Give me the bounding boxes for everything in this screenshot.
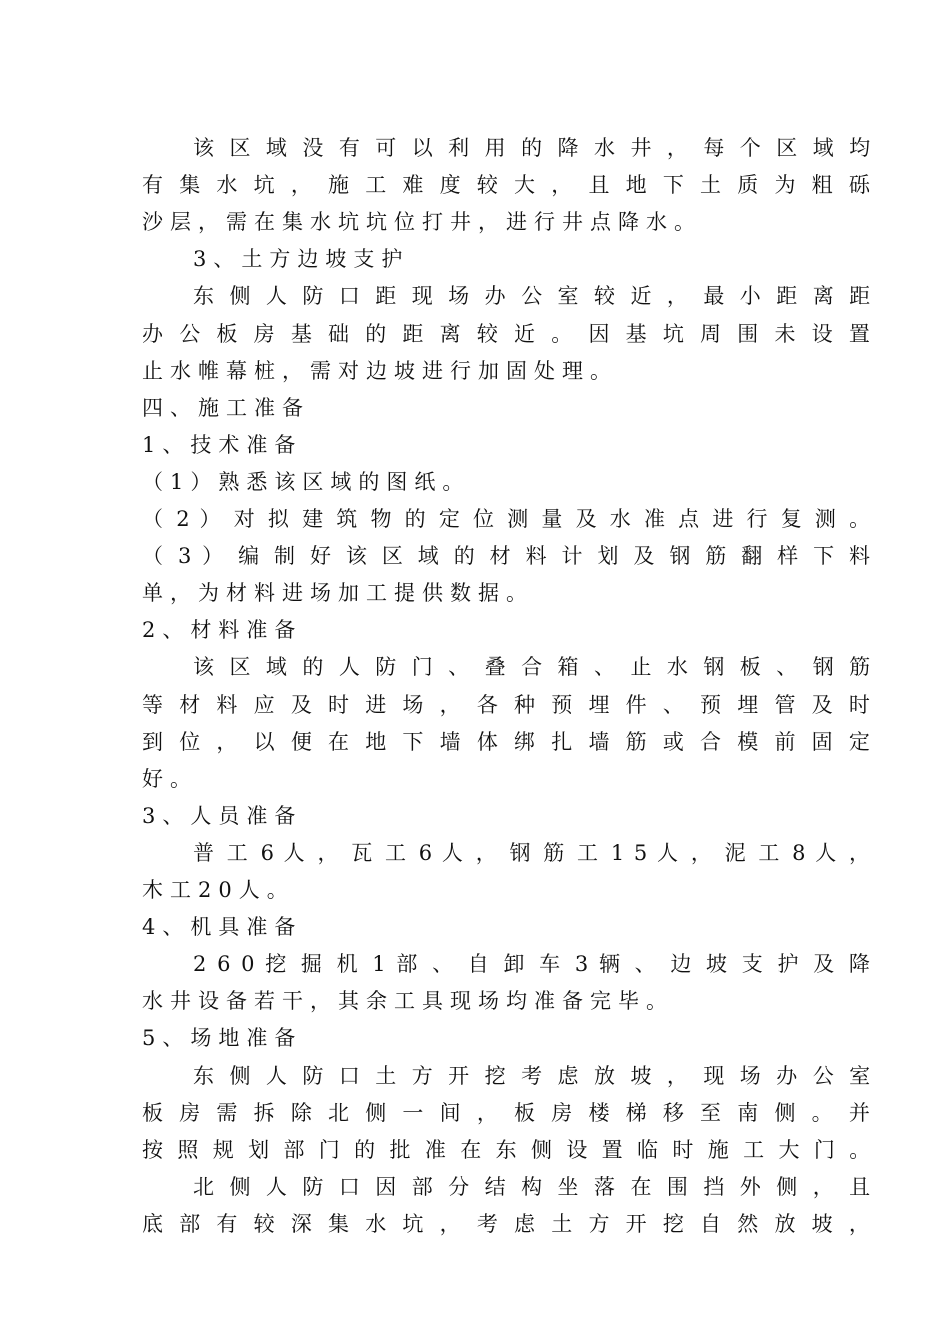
text-line: （1）熟悉该区域的图纸。 <box>142 470 471 494</box>
text-line: （ 3 ） 编 制 好 该 区 域 的 材 料 计 划 及 钢 筋 翻 样 下 料 <box>142 544 870 568</box>
text-line: 该 区 域 没 有 可 以 利 用 的 降 水 井 ， 每 个 区 域 均 <box>193 136 870 160</box>
text-line: 到 位 ， 以 便 在 地 下 墙 体 绑 扎 墙 筋 或 合 模 前 固 定 <box>142 730 870 754</box>
text-line: 该 区 域 的 人 防 门 、 叠 合 箱 、 止 水 钢 板 、 钢 筋 <box>193 655 870 679</box>
text-line: 单，为材料进场加工提供数据。 <box>142 581 534 605</box>
text-line: 普 工 6 人 ， 瓦 工 6 人 ， 钢 筋 工 1 5 人 ， 泥 工 8 人 ， <box>193 841 870 865</box>
text-line: 2 6 0 挖 掘 机 1 部 、 自 卸 车 3 辆 、 边 坡 支 护 及 降 <box>193 952 870 976</box>
text-line: 沙层，需在集水坑坑位打井，进行井点降水。 <box>142 210 702 234</box>
text-line: 止水帷幕桩，需对边坡进行加固处理。 <box>142 359 618 383</box>
text-line: 东 侧 人 防 口 距 现 场 办 公 室 较 近 ， 最 小 距 离 距 <box>193 284 870 308</box>
text-line: 办 公 板 房 基 础 的 距 离 较 近 。 因 基 坑 周 围 未 设 置 <box>142 322 870 346</box>
text-line: 板 房 需 拆 除 北 侧 一 间 ， 板 房 楼 梯 移 至 南 侧 。 并 <box>142 1101 870 1125</box>
text-line: 2、材料准备 <box>142 618 303 642</box>
text-line: 木工20人。 <box>142 878 295 902</box>
text-line: 水井设备若干，其余工具现场均准备完毕。 <box>142 989 674 1013</box>
text-line: 3、土方边坡支护 <box>193 247 410 271</box>
text-line: 北 侧 人 防 口 因 部 分 结 构 坐 落 在 围 挡 外 侧 ， 且 <box>193 1175 870 1199</box>
text-line: 5、场地准备 <box>142 1026 303 1050</box>
text-line: 东 侧 人 防 口 土 方 开 挖 考 虑 放 坡 ， 现 场 办 公 室 <box>193 1064 870 1088</box>
text-line: 3、人员准备 <box>142 804 303 828</box>
text-line: 好。 <box>142 767 198 791</box>
text-line: 按 照 规 划 部 门 的 批 准 在 东 侧 设 置 临 时 施 工 大 门 。 <box>142 1138 870 1162</box>
text-line: 等 材 料 应 及 时 进 场 ， 各 种 预 埋 件 、 预 埋 管 及 时 <box>142 693 870 717</box>
text-line: 底 部 有 较 深 集 水 坑 ， 考 虑 土 方 开 挖 自 然 放 坡 ， <box>142 1212 870 1236</box>
text-line: 1、技术准备 <box>142 433 303 457</box>
text-line: （ 2 ） 对 拟 建 筑 物 的 定 位 测 量 及 水 准 点 进 行 复 测 。 <box>142 507 870 531</box>
text-line: 四、施工准备 <box>142 396 310 420</box>
text-line: 有 集 水 坑 ， 施 工 难 度 较 大 ， 且 地 下 土 质 为 粗 砾 <box>142 173 870 197</box>
text-line: 4、机具准备 <box>142 915 303 939</box>
